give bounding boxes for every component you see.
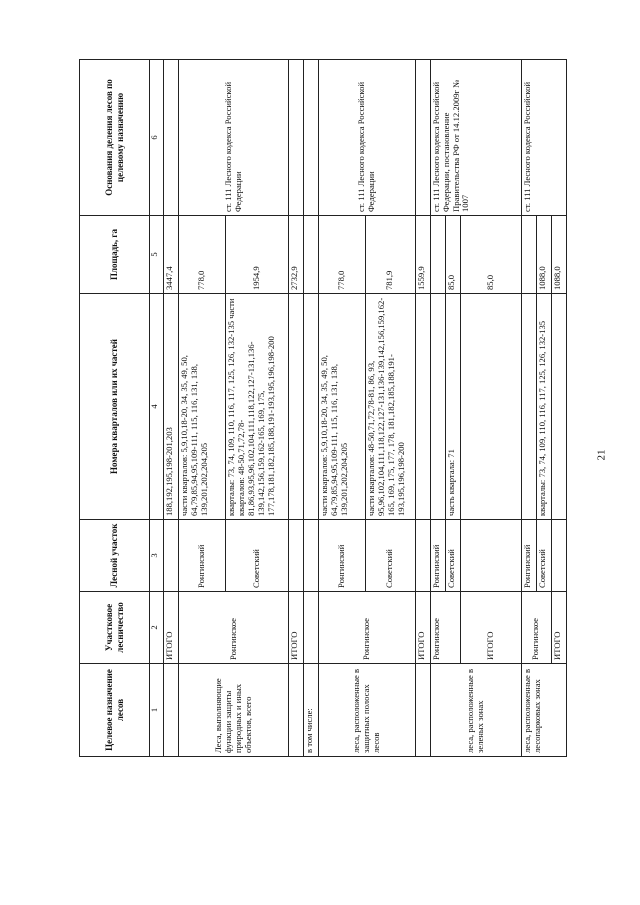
plot-cell: Ронгинский [319, 520, 366, 592]
header-forestry: Участковое лесничество [80, 592, 150, 664]
plot-cell: Ронгинский [521, 520, 536, 592]
table-row [179, 59, 226, 756]
header-basis: Основания деления лесов по целевому назначению [80, 59, 150, 215]
table-row [164, 59, 179, 756]
area-cell: 85,0 [445, 216, 460, 294]
table-row [289, 59, 304, 756]
quarters-cell: часть квартала: 71 [445, 294, 460, 520]
table-row [304, 59, 319, 756]
column-number-row [150, 59, 164, 756]
header-quarters: Номера кварталов или их частей [80, 294, 150, 520]
basis-cell: ст. 111 Лесного кодекса Российской Федерации [179, 59, 289, 215]
area-cell: 1559,9 [415, 216, 430, 294]
basis-cell: ст. 111 Лесного кодекса Российской Федерации, постановление Правительства РФ от 14.12.2009г № 1007 [430, 59, 521, 215]
plot-cell: Ронгинский [179, 520, 226, 592]
itogo-label: ИТОГО [415, 592, 430, 664]
forest-purpose-table [79, 59, 567, 757]
table-row [521, 59, 536, 756]
plot-cell: Советский [366, 520, 416, 592]
col-number: 1 [150, 664, 164, 757]
area-cell: 3447,4 [164, 216, 179, 294]
col-number: 3 [150, 520, 164, 592]
area-cell: 778,0 [319, 216, 366, 294]
area-cell: 1954,9 [226, 216, 289, 294]
header-plot: Лесной участок [80, 520, 150, 592]
quarters-cell: части кварталов: 5,9,10,18-20, 34, 35, 49, 50, 64,79,85,94,95,109-111, 115, 116, 131, 138, 139,201,202,204,205 [319, 294, 366, 520]
area-cell: 781,9 [366, 216, 416, 294]
plot-cell: Советский [536, 520, 551, 592]
plot-cell: Советский [445, 520, 460, 592]
plot-cell: Советский [226, 520, 289, 592]
header-area: Площадь, га [80, 216, 150, 294]
in-total-label: в том числе: [304, 664, 319, 757]
area-cell: 1088,0 [536, 216, 551, 294]
area-cell: 778,0 [179, 216, 226, 294]
itogo-label: ИТОГО [289, 592, 304, 664]
quarters-cell: части кварталов: 48-50,71,72,78-81, 86, 93, 95,96,102,104,111,118,122,127-131,136-139,142,156,159,162-165, 169, 175, 177, 178, 181,182,185,188,191-193,195,196,198-200 [366, 294, 416, 520]
table-row [415, 59, 430, 756]
basis-cell: ст. 111 Лесного кодекса Российской Федерации [319, 59, 415, 215]
table-row [319, 59, 366, 756]
forestry-cell: Ронгинское [319, 592, 415, 664]
rotated-table-wrapper [79, 60, 567, 757]
area-cell: 1088,0 [551, 216, 566, 294]
page-number: 21 [595, 449, 608, 461]
table-header-row [80, 59, 150, 756]
quarters-cell: кварталы: 73, 74, 109, 110, 116, 117, 125, 126, 132-135 [536, 294, 551, 520]
col-number: 2 [150, 592, 164, 664]
forestry-cell: Ронгинское [430, 592, 460, 664]
table-row [430, 59, 445, 756]
basis-cell: ст. 111 Лесного кодекса Российской [521, 59, 566, 215]
col-number: 5 [150, 216, 164, 294]
forestry-cell: Ронгинское [179, 592, 289, 664]
purpose-cell: Леса, выполняющие функции защиты природных и иных объектов, всего [179, 664, 289, 757]
col-number: 4 [150, 294, 164, 520]
col-number: 6 [150, 59, 164, 215]
header-purpose: Целевое назначение лесов [80, 664, 150, 757]
forestry-cell: Ронгинское [521, 592, 551, 664]
purpose-cell: леса, расположенные в зеленых зонах [430, 664, 521, 757]
plot-cell: Ронгинский [430, 520, 445, 592]
quarters-cell: 188,192,195,198-201,203 [164, 294, 179, 520]
itogo-label: ИТОГО [551, 592, 566, 664]
itogo-label: ИТОГО [460, 592, 521, 664]
area-cell: 2732,9 [289, 216, 304, 294]
purpose-cell: леса, расположенные в защитных полосах лесов [319, 664, 415, 757]
purpose-cell: леса, расположенные в лесопарковых зонах [521, 664, 566, 757]
quarters-cell: части кварталов: 5,9,10,18-20, 34, 35, 49, 50, 64,79,85,94,95,109-111, 115, 116, 131, 138, 139,201,202,204,205 [179, 294, 226, 520]
itogo-label: ИТОГО [164, 592, 179, 664]
quarters-cell: кварталы: 73, 74, 109, 110, 116, 117, 125, 126, 132-135 части кварталов: 48-50,71,72,78-81,86,93,95,96,102,104,111,118,122,127-131,136-139,142,156,159,162-165, 169, 175, 177,178,181,182,185,188,191-193,195,196,198-200 [226, 294, 289, 520]
area-cell: 85,0 [460, 216, 521, 294]
